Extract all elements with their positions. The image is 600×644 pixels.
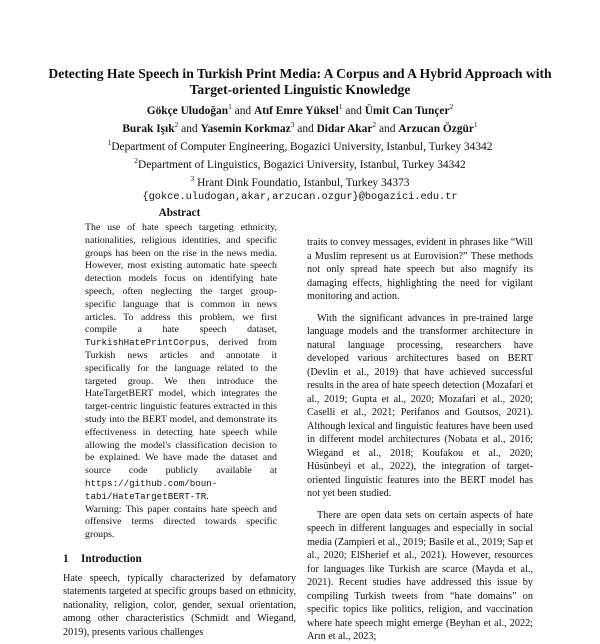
intro-paragraph: Hate speech, typically characterized by defamatory statements targeted at specific groups based on ethnicity, nationality, religion, color, gender, sexual orientation, among other characteristics (Schmidt and Wiegand, 2019), presents various challenges [63,572,296,638]
author-separator: and [181,122,198,135]
author-affiliation-mark: 1 [228,102,232,111]
author-affiliation-mark: 2 [372,120,377,129]
affiliation-3 [40,172,560,190]
right-column [307,236,533,644]
author-name: Arzucan Özgür [398,122,474,135]
author-name: Yasemin Korkmaz [200,122,291,135]
body-paragraph: traits to convey messages, evident in phrases like “Will a Muslim represent us at Eurovision?” These methods not only spread hate speech but also magnify its damaging effects, highlighting the need for vigilant monitoring and action. [307,237,533,302]
dataset-name: TurkishHatePrintCorpus [85,337,207,349]
abstract-text: . [206,490,209,502]
section-number: 1 [63,552,69,565]
affiliation-mark: 1 [107,138,112,147]
author-line-2 [40,118,560,136]
paper-title: Detecting Hate Speech in Turkish Print Media: A Corpus and A Hybrid Approach with Target-oriented Linguistic Knowledge [48,66,552,97]
author-block [40,100,560,204]
body-paragraph: With the significant advances in pre-trained large language models and the transformer architecture in natural language processing, researchers have developed various architectures based on BERT (Devlin et al., 2019) that have achieved successful results in the area of hate speech detection (Mozafari et al., 2019; Gupta et al., 2020; Mozafari et al., 2020; Caselli et al., 2021; Perifanos and Goutsos, 2021). Although lexical and linguistic features have been used in different model architectures (Nobata et al., 2016; Wiegand et al., 2018; Koufakou et al., 2020; Hüsünbeyi et al., 2022), the integration of target-oriented linguistic features into the BERT model has not yet been studied. [307,312,533,499]
author-emails: {gokce.uludogan,akar,arzucan.ozgur}@bogazici.edu.tr [142,191,458,203]
author-name: Didar Akar [316,122,373,135]
author-affiliation-mark: 2 [174,120,179,129]
abstract-heading: Abstract [158,207,201,219]
author-separator: and [234,104,252,117]
section-heading [63,552,296,566]
affiliation-text: Department of Computer Engineering, Bogazici University, Istanbul, Turkey 34342 [111,140,493,153]
affiliation-text: Hrant Dink Foundatio, Istanbul, Turkey 34373 [197,176,410,189]
author-name: Ümit Can Tunçer [364,104,450,117]
author-affiliation-mark: 1 [473,120,478,129]
abstract-text: The use of hate speech targeting ethnicity, nationalities, religious identities, and specific groups has been on the rise in the news media. However, most existing automatic hate speech detection models focus on identifying hate speech, often neglecting the target group-specific language that is common in news articles. To address this problem, we first compile a hate speech dataset, [85,222,277,336]
affiliation-1 [40,136,560,154]
author-affiliation-mark: 2 [449,102,454,111]
author-separator: and [297,122,314,135]
abstract-body [85,222,277,504]
affiliation-text: Department of Linguistics, Bogazici University, Istanbul, Turkey 34342 [138,158,466,171]
author-name: Burak Işık [122,122,175,135]
affiliation-2 [40,154,560,172]
left-column [63,206,296,639]
author-separator: and [345,104,362,117]
affiliation-mark: 2 [134,156,139,165]
author-name: Atıf Emre Yüksel [253,104,339,117]
author-separator: and [379,122,396,135]
author-affiliation-mark: 3 [290,120,295,129]
author-affiliation-mark: 1 [338,102,343,111]
section-title: Introduction [81,552,142,565]
author-line-1 [40,100,560,118]
author-name: Gökçe Uludoğan [146,104,229,117]
repository-link[interactable]: https://github.com/boun-tabi/HateTargetBERT-TR [85,477,218,502]
body-paragraph: There are open data sets on certain aspects of hate speech in different languages and especially in social media (Zampieri et al., 2019; Basile et al., 2019; Sap et al., 2020; ElSherief et al., 2021). However, resources for languages like Turkish are scarce (Mayda et al., 2021). Recent studies have addressed this issue by compiling Turkish tweets from “hate domains” on specific topics like politics, religion, and vaccination where hate speech might emerge (Beyhan et al., 2022; Arın et al., 2023; [307,509,533,642]
abstract-text: , derived from Turkish news articles and annotate it specifically for the language related to the targeted group. We then introduce the HateTargetBERT model, which integrates the target-centric linguistic features extracted in this study into the BERT model, and demonstrate its effectiveness in detecting hate speech while allowing the model's classification decision to be explained. We have made the dataset and source code publicly available at [85,337,277,477]
affiliation-mark: 3 [190,174,195,183]
content-warning: Warning: This paper contains hate speech and offensive terms directed towards specific groups. [85,503,277,541]
